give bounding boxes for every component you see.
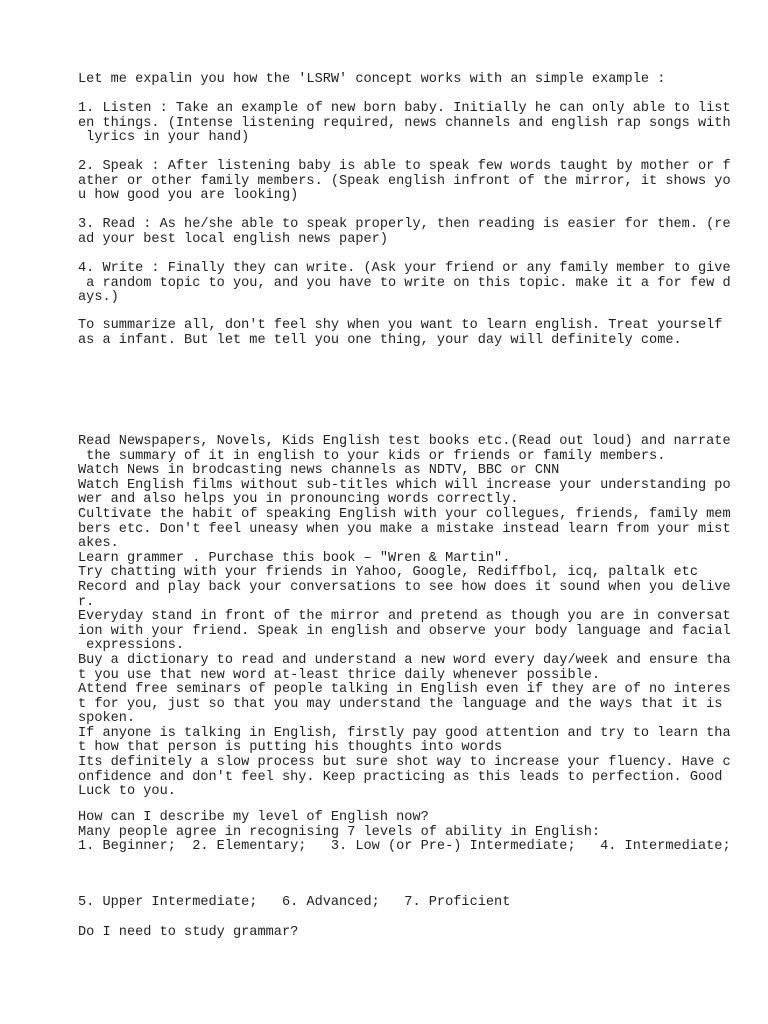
write-paragraph: 4. Write : Finally they can write. (Ask your friend or any family member to give a random topic to you, and you have to write on this topic. make it a for few d ays.) <box>78 261 731 306</box>
read-paragraph: 3. Read : As he/she able to speak properly, then reading is easier for them. (re ad your best local english news paper) <box>78 217 731 247</box>
listen-paragraph: 1. Listen : Take an example of new born baby. Initially he can only able to list en things. (Intense listening required, news channels and english rap songs with lyrics in your hand) <box>78 101 731 146</box>
grammar-question: Do I need to study grammar? <box>78 925 299 940</box>
intro-paragraph: Let me expalin you how the 'LSRW' concept works with an simple example : <box>78 72 666 87</box>
speak-paragraph: 2. Speak : After listening baby is able to speak few words taught by mother or f ather or other family members. (Speak english infront of the mirror, it shows yo u how good you are looking) <box>78 159 731 204</box>
tips-list: Read Newspapers, Novels, Kids English test books etc.(Read out loud) and narrate the summary of it in english to your kids or friends or family members. Watch News in brodcasting news channels as NDTV, BBC or CNN Watch English films without sub-titles which will increase your understanding po wer and also helps you in pronouncing words correctly. Cultivate the habit of speaking English with your collegues, friends, family mem bers etc. Don't feel uneasy when you make a mistake instead learn from your mist akes. Learn grammer . Purchase this book – "Wren & Martin". Try chatting with your friends in Yahoo, Google, Rediffbol, icq, paltalk etc Record and play back your conversations to see how does it sound when you delive r. Everyday stand in front of the mirror and pretend as though you are in conversat ion with your friend. Speak in english and observe your body language and facial expressions. Buy a dictionary to read and understand a new word every day/week and ensure tha t you use that new word at-least thrice daily whenever possible. Attend free seminars of people talking in English even if they are of no interes t for you, just so that you may understand the language and the ways that it is spoken. If anyone is talking in English, firstly pay good attention and try to learn tha t how that person is putting his thoughts into words Its definitely a slow process but sure shot way to increase your fluency. Have c onfidence and don't feel shy. Keep practicing as this leads to perfection. Good Luck to you. <box>78 434 731 800</box>
levels-upper-line: 5. Upper Intermediate; 6. Advanced; 7. Proficient <box>78 895 511 910</box>
summary-paragraph: To summarize all, don't feel shy when you want to learn english. Treat yourself as a infant. But let me tell you one thing, your day will definitely come. <box>78 318 723 348</box>
levels-paragraph: How can I describe my level of English now? Many people agree in recognising 7 levels of ability in English: 1. Beginner; 2. Elementary; 3. Low (or Pre-) Intermediate; 4. Intermediate; <box>78 810 731 855</box>
